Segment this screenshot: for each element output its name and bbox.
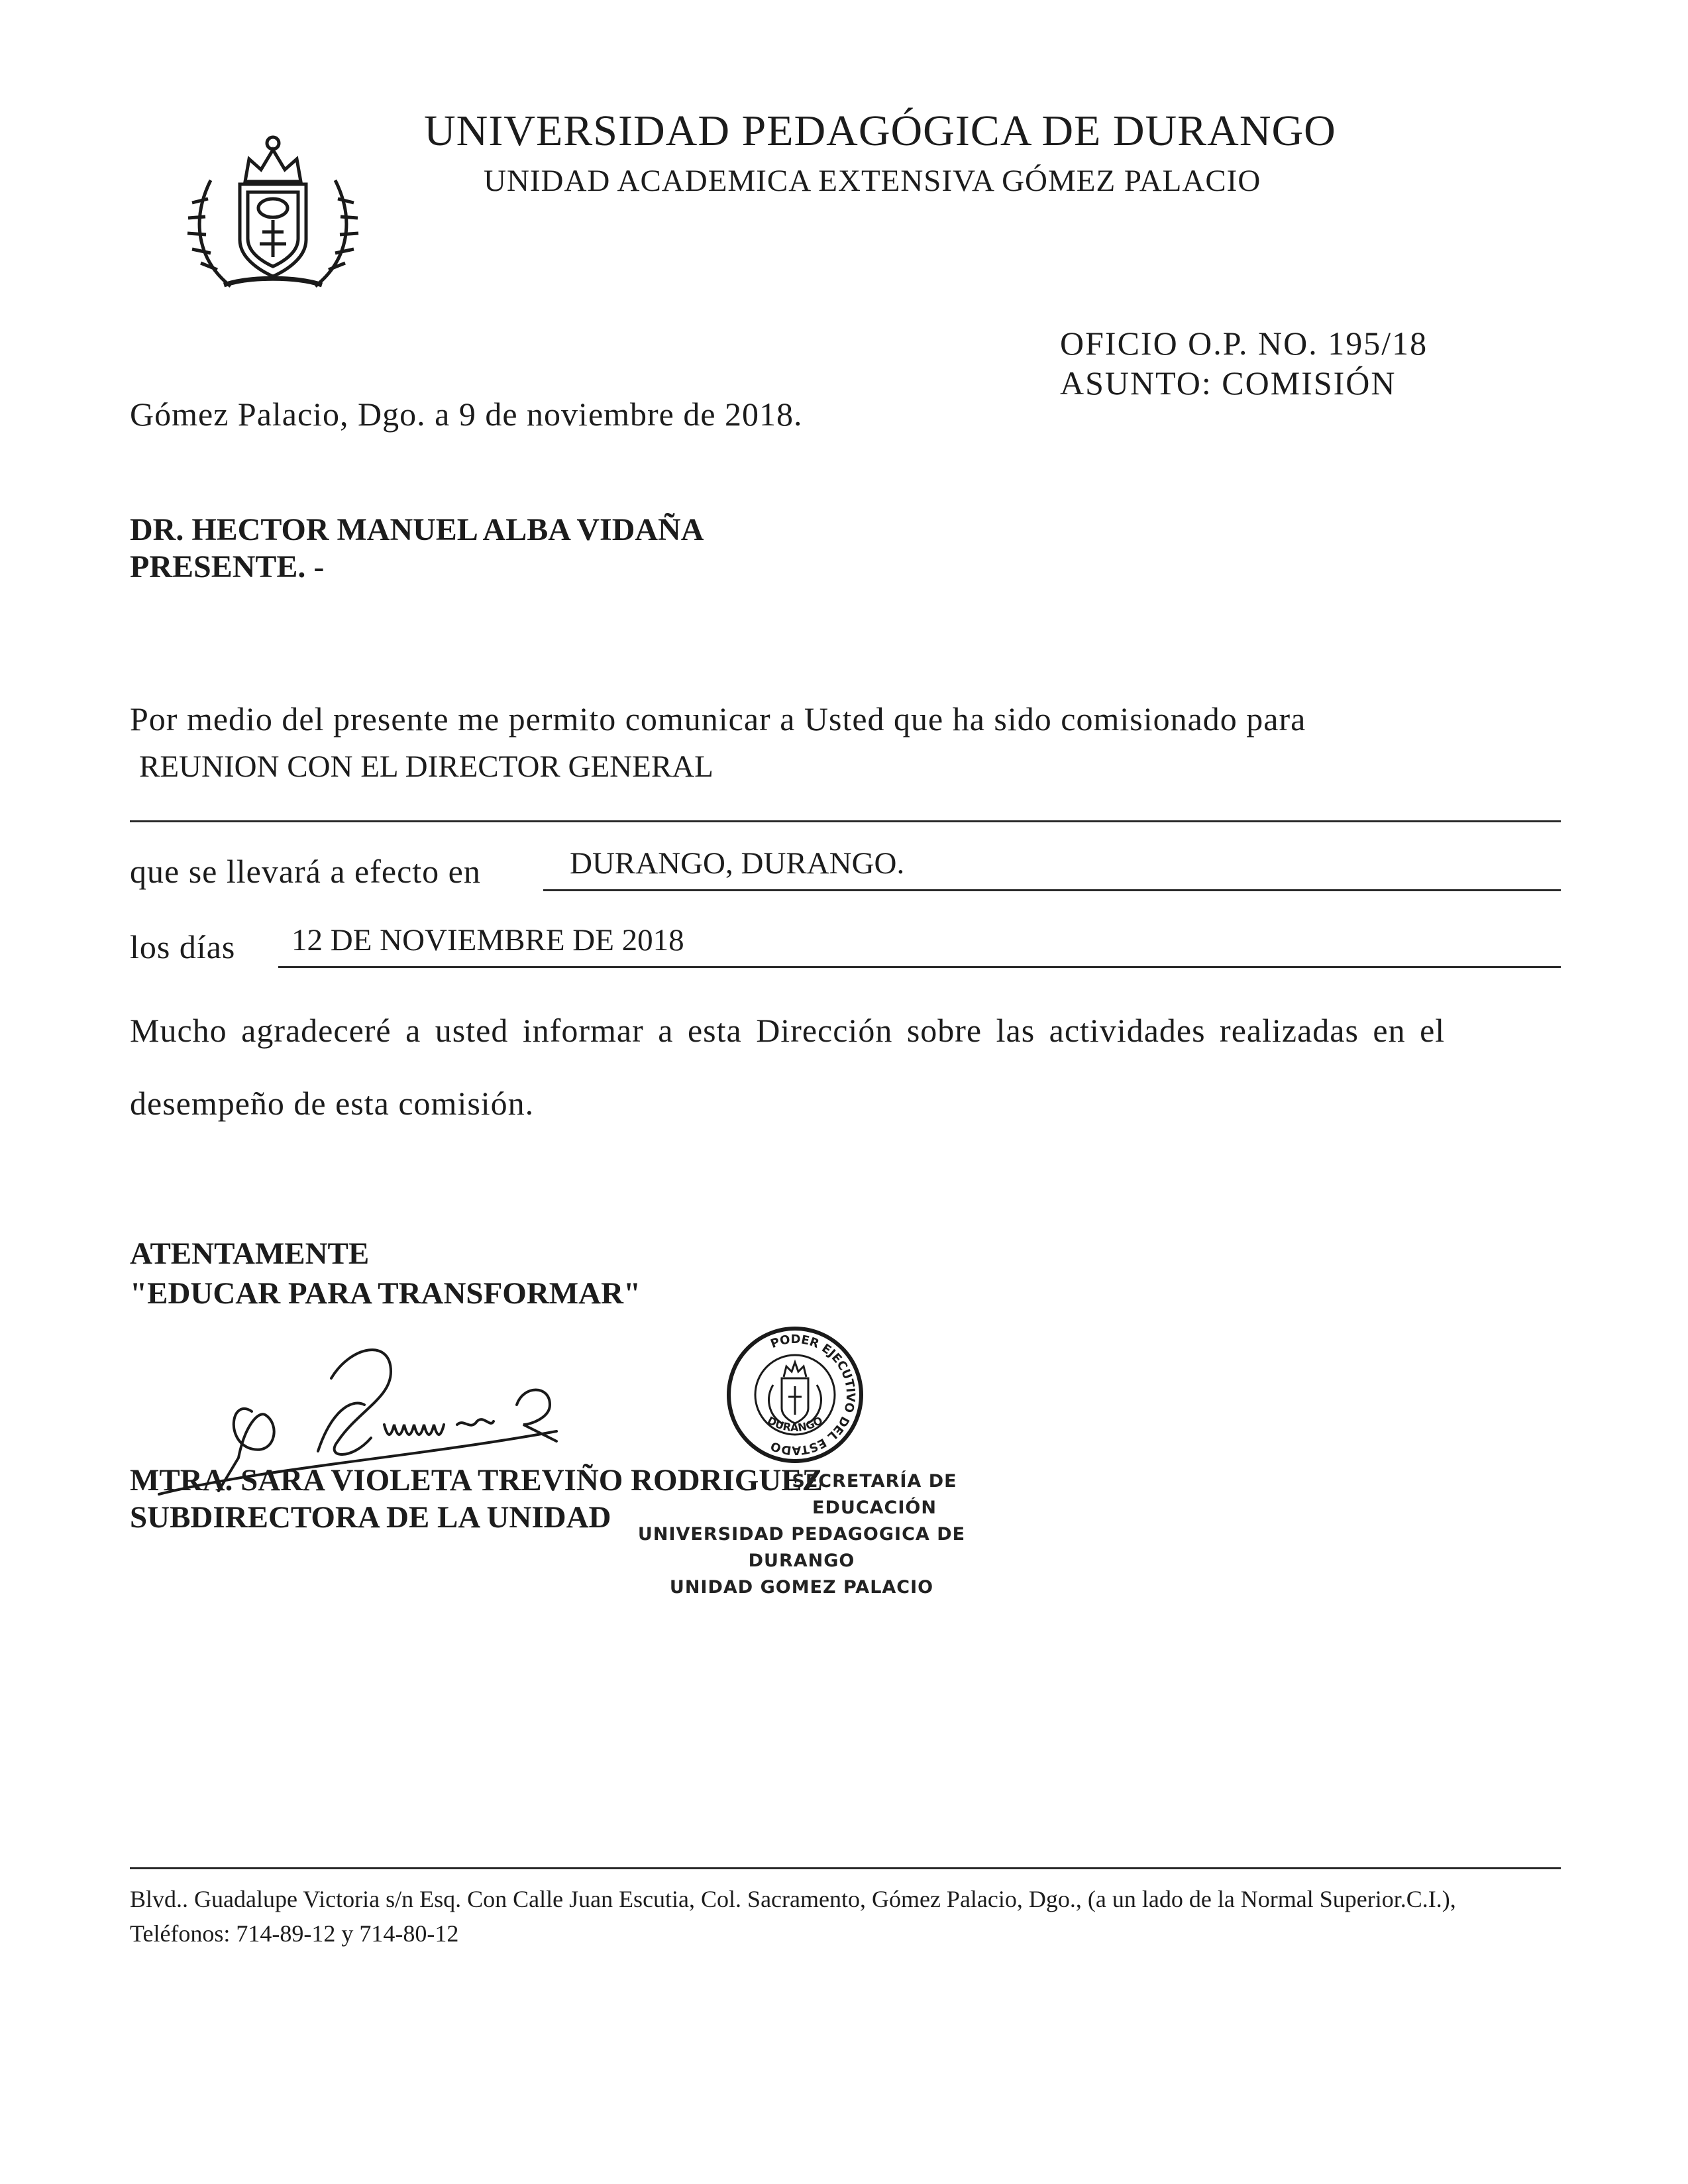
rubber-stamp [596,1468,1007,1601]
place-date: Gómez Palacio, Dgo. a 9 de noviembre de 2018. [130,396,803,433]
signer-title: SUBDIRECTORA DE LA UNIDAD [130,1500,611,1535]
addressee-name: DR. HECTOR MANUEL ALBA VIDAÑA [130,512,704,547]
university-name: UNIVERSIDAD PEDAGÓGICA DE DURANGO [424,107,1336,155]
closing-block [130,1234,641,1313]
addressee-presente: PRESENTE. - [130,549,325,584]
state-seal [725,1325,865,1464]
days-rule [278,966,1561,968]
footer-rule [130,1867,1561,1869]
days-value: 12 DE NOVIEMBRE DE 2018 [291,923,684,957]
request-line-2: desempeño de esta comisión. [130,1085,535,1122]
body-intro: Por medio del presente me permito comunicar a Usted que ha sido comisionado para [130,700,1306,737]
stamp-line-3: UNIDAD GOMEZ PALACIO [669,1577,934,1598]
addressee-block [130,512,704,586]
location-label: que se llevará a efecto en [130,853,481,890]
location-rule [543,889,1561,891]
seal-ring-text: PODER EJECUTIVO DEL ESTADO [768,1332,858,1458]
asunto: ASUNTO: COMISIÓN [1060,364,1397,402]
university-crest-icon [184,127,362,298]
stamp-line-2: UNIVERSIDAD PEDAGOGICA DE DURANGO [637,1524,966,1571]
days-label: los días [130,928,236,965]
stamp-line-1: SECRETARÍA DE EDUCACIÓN [792,1471,957,1518]
commission-value: REUNION CON EL DIRECTOR GENERAL [139,749,713,784]
oficio-number: OFICIO O.P. NO. 195/18 [1060,325,1428,362]
reference-block [1060,323,1428,403]
seal-bottom-text: DURANGO [765,1413,825,1435]
commission-rule [130,820,1561,822]
closing-attentively: ATENTAMENTE [130,1236,370,1271]
university-unit: UNIDAD ACADEMICA EXTENSIVA GÓMEZ PALACIO [484,164,1261,198]
location-value: DURANGO, DURANGO. [570,846,905,881]
signer-name: MTRA. SARA VIOLETA TREVIÑO RODRIGUEZ [130,1463,823,1498]
closing-motto: "EDUCAR PARA TRANSFORMAR" [130,1276,641,1311]
request-line-1: Mucho agradeceré a usted informar a esta Dirección sobre las actividades realizadas en el [130,1012,1446,1049]
footer-address: Blvd.. Guadalupe Victoria s/n Esq. Con Calle Juan Escutia, Col. Sacramento, Gómez Palacio, Dgo., (a un lado de la Normal Superior.C.I.), Teléfonos: 714-89-12 y 714-80-12 [130,1886,1456,1947]
